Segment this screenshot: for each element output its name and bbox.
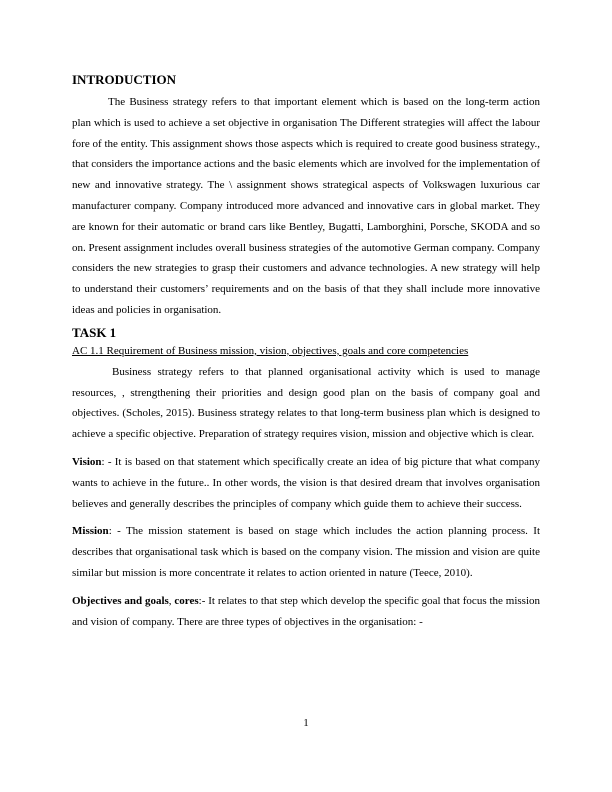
- vision-text: : - It is based on that statement which specifically create an idea of big picture that what company wants to achieve in the future.. In other words, the vision is that desired dream that involves organisation believes and generally describes the principles of company which guide them to achieve their success.: [72, 455, 540, 510]
- vision-paragraph: [72, 452, 540, 514]
- ac-1-1-title: AC 1.1 Requirement of Business mission, vision, objectives, goals and core competencies: [72, 344, 469, 357]
- mission-label: Mission: [72, 525, 109, 538]
- objectives-label: Objectives and goals: [72, 594, 169, 607]
- mission-text: : - The mission statement is based on stage which includes the action planning process. It describes that organisational task which is based on the company vision. The mission and vision are quite similar but mission is more concentrate it relates to action oriented in nature (Teece, 2010).: [72, 525, 540, 579]
- mission-paragraph: [72, 521, 540, 583]
- cores-label: cores: [174, 594, 199, 607]
- vision-label: Vision: [72, 455, 102, 468]
- page-number: 1: [303, 717, 309, 729]
- objectives-paragraph: [72, 591, 540, 633]
- task1-heading: TASK 1: [72, 324, 117, 340]
- objectives-text: :- It relates to that step which develop the specific goal that focus the mission and vision of company. There are three types of objectives in the organisation: -: [72, 594, 541, 628]
- objectives-separator: ,: [168, 594, 175, 607]
- document-page: [72, 72, 540, 632]
- introduction-paragraph: The Business strategy refers to that important element which is based on the long-term action plan which is used to achieve a set objective in organisation The Different strategies will affect the labour fore of the entity. This assignment shows those aspects which is required to create good business strategy., that considers the importance actions and the basic elements which are involved for the implementation of new and innovative strategy. The \ assignment shows strategical aspects of Volkswagen luxurious car manufacturer company. Company introduced more advanced and innovative cars in global market. They are known for their automatic or brand cars like Bentley, Bugatti, Lamborghini, Porsche, SKODA and so on. Present assignment includes overall business strategies of the automotive German company. Company considers the new strategies to grasp their customers and advance technologies. A new strategy will help to understand their customers’ requirements and on the basis of that they shall include more innovative ideas and policies in organisation.: [72, 96, 540, 316]
- business-strategy-paragraph: Business strategy refers to that planned organisational activity which is used to manage resources, , strengthening their priorities and design good plan on the basis of company goal and objectives. (Scholes, 2015). Business strategy relates to that long-term business plan which is designed to achieve a specific objective. Preparation of strategy requires vision, mission and objective which is clear.: [72, 365, 540, 441]
- introduction-heading: INTRODUCTION: [72, 72, 177, 87]
